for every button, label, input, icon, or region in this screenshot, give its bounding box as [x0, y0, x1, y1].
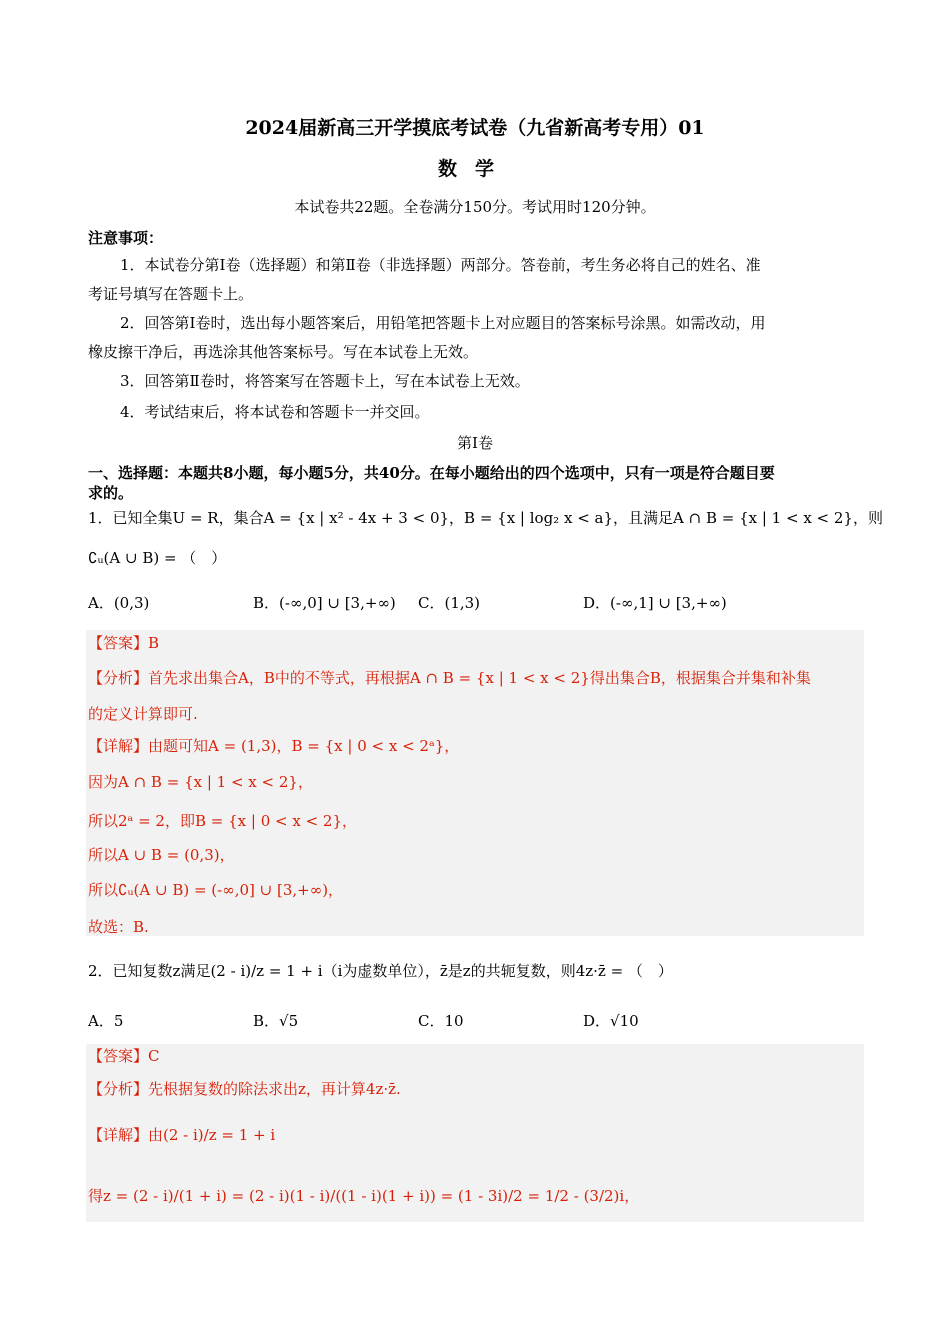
q1-option-b: B．(-∞,0] ∪ [3,+∞): [253, 594, 396, 612]
q1-answer: 【答案】B: [88, 634, 160, 652]
q1-detail-2: 因为A ∩ B = {x | 1 < x < 2}，: [88, 773, 313, 791]
notice-item-2: 2．回答第Ⅰ卷时，选出每小题答案后，用铅笔把答题卡上对应题目的答案标号涂黑。如需改动，用: [120, 314, 766, 332]
notice-item-3: 3．回答第Ⅱ卷时，将答案写在答题卡上，写在本试卷上无效。: [120, 372, 530, 390]
volume-label: 第Ⅰ卷: [457, 434, 493, 452]
q2-option-b: B．√5: [253, 1012, 299, 1030]
q1-option-d: D．(-∞,1] ∪ [3,+∞): [583, 594, 727, 612]
q1-option-c: C．(1,3): [418, 594, 481, 612]
q1-analysis-cont: 的定义计算即可.: [88, 705, 198, 723]
q1-option-a: A．(0,3): [88, 594, 150, 612]
q1-detail-1: 【详解】由题可知A = (1,3)，B = {x | 0 < x < 2ᵃ}，: [88, 737, 460, 755]
q2-answer: 【答案】C: [88, 1047, 160, 1065]
q2-detail-1: 【详解】由(2 - i)/z = 1 + i: [88, 1126, 276, 1144]
notice-item-1-cont: 考证号填写在答题卡上。: [88, 285, 254, 303]
q1-detail-3: 所以2ᵃ = 2，即B = {x | 0 < x < 2}，: [88, 812, 357, 830]
notice-item-4: 4．考试结束后，将本试卷和答题卡一并交回。: [120, 403, 430, 421]
q1-detail-5: 所以∁ᵤ(A ∪ B) = (-∞,0] ∪ [3,+∞)，: [88, 881, 344, 899]
exam-intro: 本试卷共22题。全卷满分150分。考试用时120分钟。: [294, 198, 656, 216]
q1-stem: 1．已知全集U = R，集合A = {x | x² - 4x + 3 < 0}，B = {x | log₂ x < a}，且满足A ∩ B = {x | 1 < x < 2}，则: [88, 509, 883, 527]
q2-stem: 2．已知复数z满足(2 - i)/z = 1 + i（i为虚数单位），z̄是z的共轭复数，则4z·z̄ = （ ）: [88, 962, 673, 980]
q2-analysis: 【分析】先根据复数的除法求出z，再计算4z·z̄.: [88, 1080, 401, 1098]
q2-option-a: A．5: [88, 1012, 124, 1030]
section-instruction: 一、选择题：本题共8小题，每小题5分，共40分。在每小题给出的四个选项中，只有一项是符合题目要: [88, 464, 775, 482]
notice-item-2-cont: 橡皮擦干净后，再选涂其他答案标号。写在本试卷上无效。: [88, 343, 479, 361]
q1-analysis: 【分析】首先求出集合A，B中的不等式，再根据A ∩ B = {x | 1 < x < 2}得出集合B，根据集合并集和补集: [88, 669, 811, 687]
page-title: 2024届新高三开学摸底考试卷（九省新高考专用）01: [245, 117, 705, 139]
q1-detail-6: 故选：B.: [88, 918, 149, 936]
section-instruction-cont: 求的。: [88, 484, 134, 502]
notice-item-1: 1．本试卷分第Ⅰ卷（选择题）和第Ⅱ卷（非选择题）两部分。答卷前，考生务必将自己的姓名、准: [120, 256, 761, 274]
notice-heading: 注意事项：: [88, 229, 164, 247]
q2-detail-2: 得z = (2 - i)/(1 + i) = (2 - i)(1 - i)/((1 - i)(1 + i)) = (1 - 3i)/2 = 1/2 - (3/2)i，: [88, 1187, 640, 1205]
q1-detail-4: 所以A ∪ B = (0,3)，: [88, 846, 235, 864]
q2-option-d: D．√10: [583, 1012, 639, 1030]
q2-option-c: C．10: [418, 1012, 464, 1030]
q1-stem-cont: ∁ᵤ(A ∪ B) = （ ）: [88, 549, 227, 567]
subject-title: 数学: [437, 158, 512, 180]
